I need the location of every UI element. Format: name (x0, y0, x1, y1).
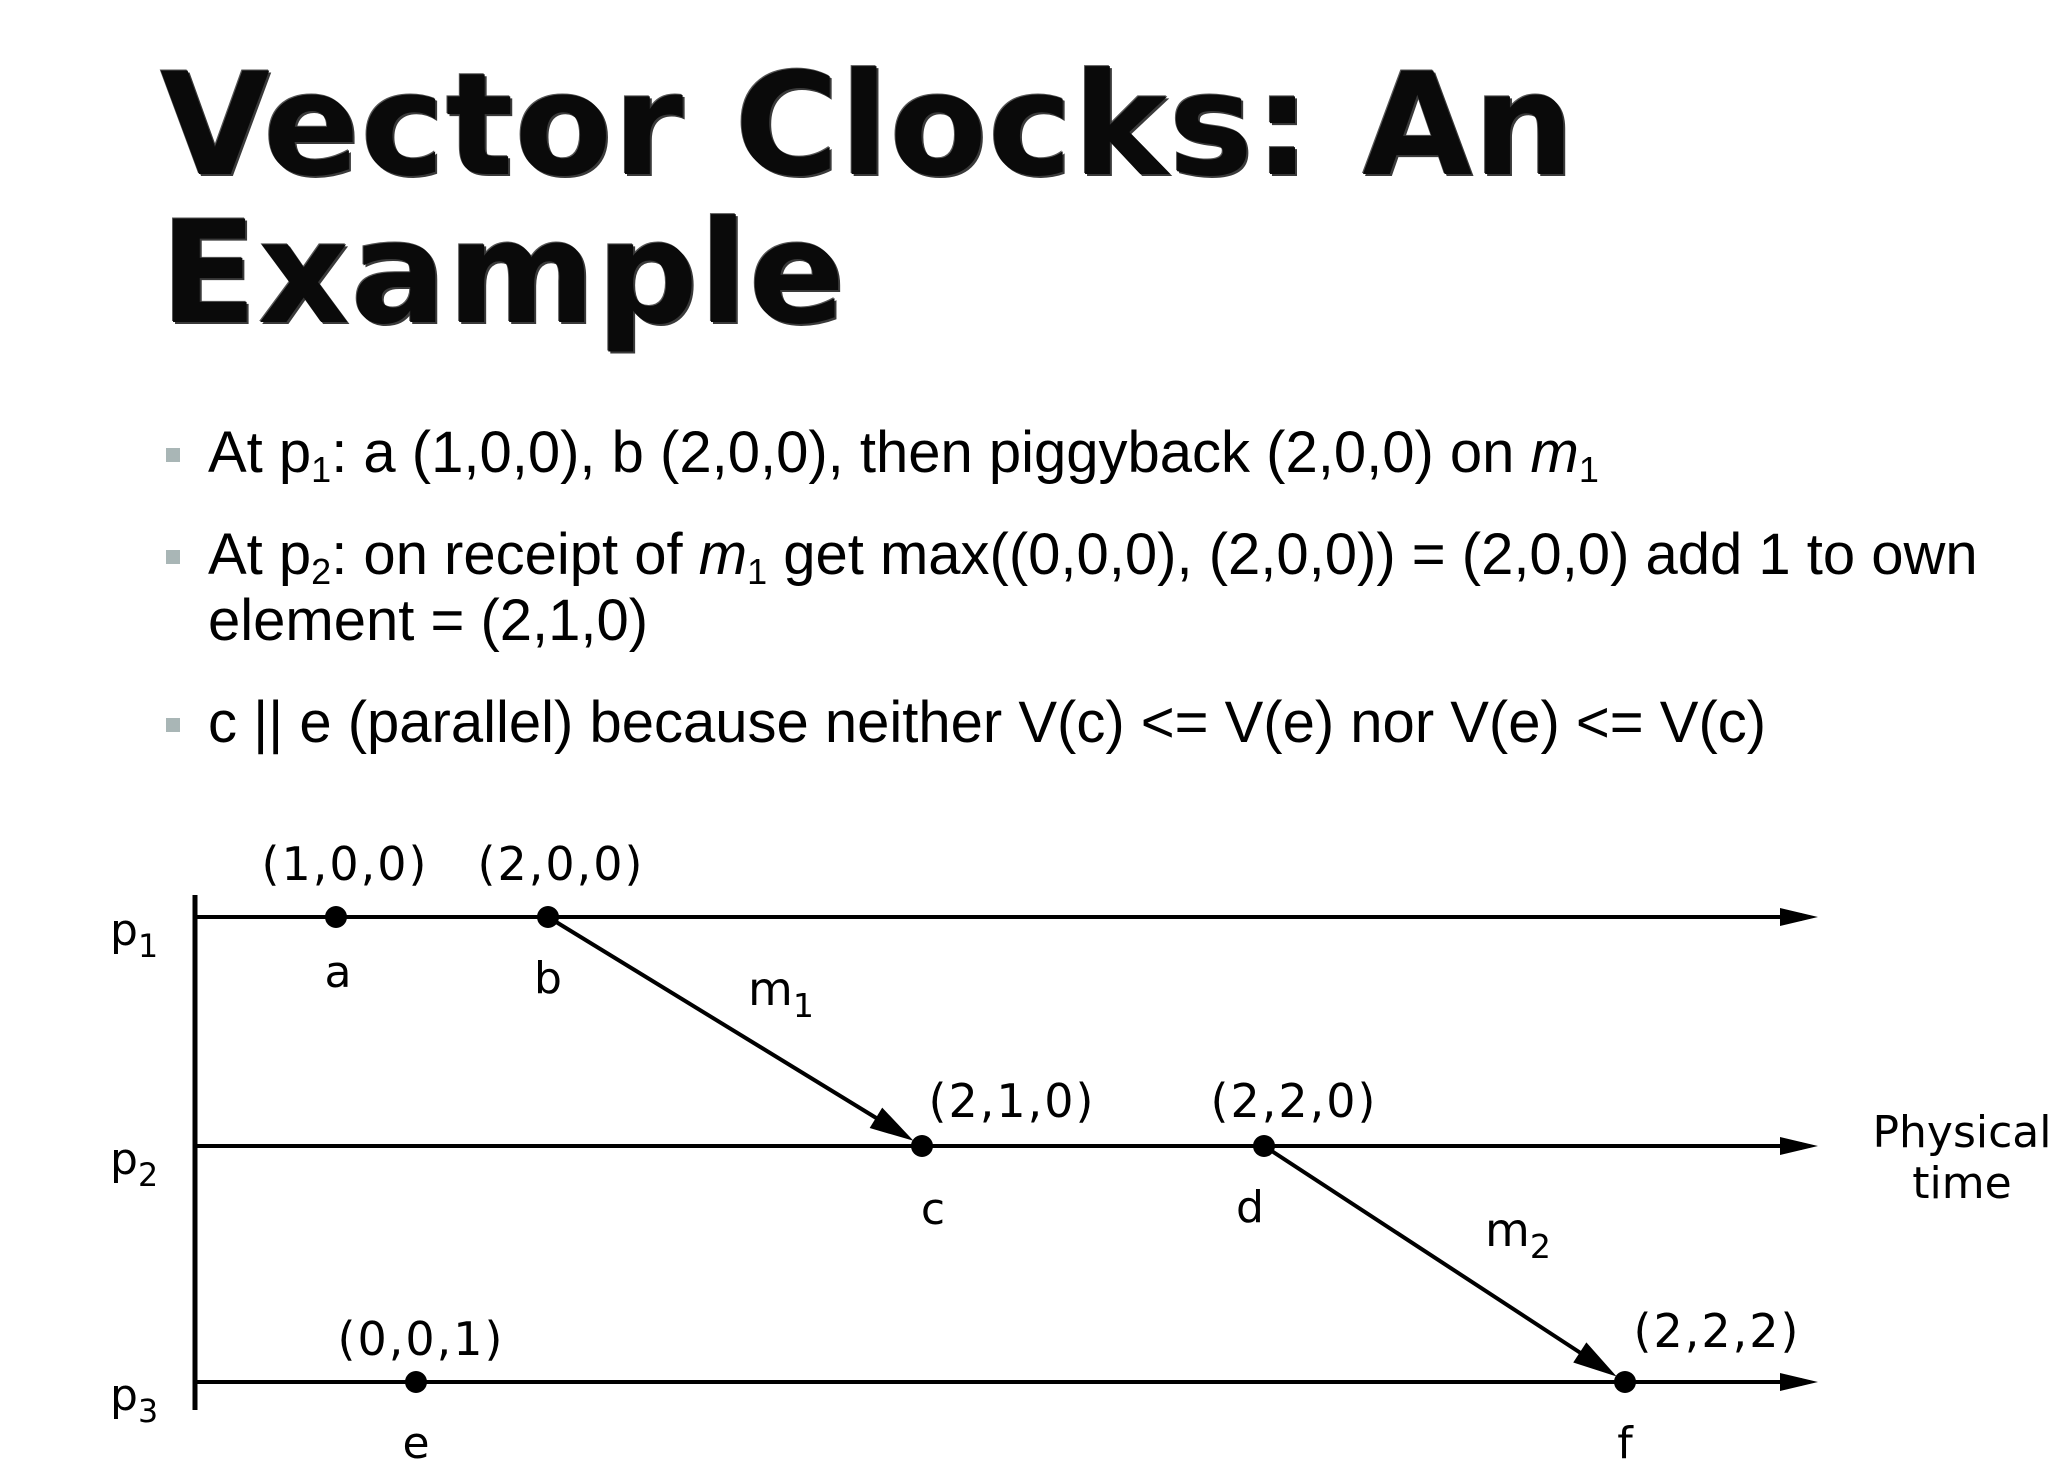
event-name: f (1617, 1418, 1633, 1469)
event-timestamp: (2,1,0) (928, 1074, 1096, 1128)
message-label: $m_1$ (748, 962, 814, 1025)
axis-label: Physical (1872, 1107, 2052, 1158)
bullet-text: get max((0,0,0), (2,0,0)) = (2,0,0) add 1 to own element = (2,1,0) (208, 522, 1978, 653)
message-symbol: m (1530, 420, 1579, 485)
bullet-text: At p (208, 420, 312, 485)
event-name: a (324, 947, 352, 998)
event-dot (405, 1371, 427, 1393)
event-name: d (1236, 1182, 1264, 1233)
subscript: 1 (747, 551, 768, 592)
subscript: 1 (1578, 449, 1599, 490)
process-label: $p_2$ (110, 1134, 159, 1194)
slide-title: Vector Clocks: An Example (160, 43, 1576, 356)
event-timestamp: (2,0,0) (477, 837, 645, 891)
bullet-text: c || e (parallel) because neither V(c) <= V(e) nor V(e) <= V(c) (208, 690, 1767, 755)
event-dot (537, 906, 559, 928)
event-dot (1614, 1371, 1636, 1393)
message-label: $m_2$ (1485, 1203, 1551, 1266)
arrowhead-icon (870, 1108, 914, 1141)
subscript: 2 (311, 551, 332, 592)
message-arrow (548, 917, 888, 1125)
arrowhead-icon (1780, 908, 1818, 926)
event-dot (325, 906, 347, 928)
process-label: $p_1$ (110, 905, 159, 965)
event-timestamp: (1,0,0) (261, 837, 429, 891)
event-name: e (402, 1418, 430, 1469)
bullet-text: At p (208, 522, 312, 587)
process-label: $p_3$ (110, 1370, 159, 1430)
arrowhead-icon (1573, 1342, 1616, 1376)
event-timestamp: (2,2,0) (1210, 1074, 1378, 1128)
arrowhead-icon (1780, 1137, 1818, 1155)
event-name: c (920, 1184, 946, 1235)
event-dot (911, 1135, 933, 1157)
bullet-text: : on receipt of (331, 522, 699, 587)
event-timestamp: (2,2,2) (1633, 1304, 1801, 1358)
message-symbol: m (698, 522, 748, 587)
axis-label: time (1912, 1158, 2012, 1209)
event-timestamp: (0,0,1) (337, 1312, 505, 1366)
event-dot (1253, 1135, 1275, 1157)
arrowhead-icon (1780, 1373, 1818, 1391)
event-name: b (534, 953, 562, 1004)
bullet-text: : a (1,0,0), b (2,0,0), then piggyback (2,0,0) on (331, 420, 1531, 485)
subscript: 1 (311, 449, 332, 490)
